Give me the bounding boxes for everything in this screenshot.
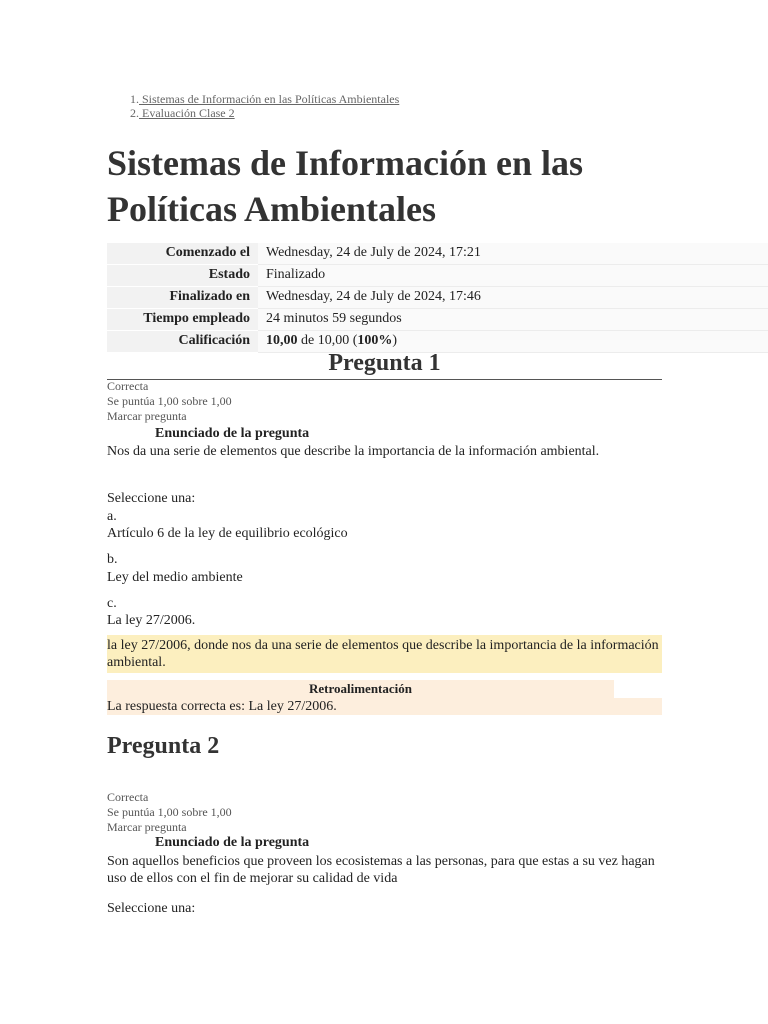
- question-state: Correcta: [107, 379, 149, 393]
- question-grade: Se puntúa 1,00 sobre 1,00: [107, 394, 232, 408]
- breadcrumb-number: 1.: [130, 92, 139, 106]
- attempt-summary-table: [107, 243, 768, 353]
- question-1-title: Pregunta 1: [107, 348, 662, 380]
- summary-label: Comenzado el: [107, 243, 258, 265]
- grade-score: 10,00: [266, 333, 298, 348]
- breadcrumb-item: [130, 92, 399, 106]
- feedback-heading: Retroalimentación: [107, 680, 614, 698]
- question-statement-label: Enunciado de la pregunta: [155, 835, 310, 850]
- grade-percent: 100%: [357, 333, 393, 348]
- breadcrumb-link-course[interactable]: Sistemas de Información en las Políticas Ambientales: [139, 92, 400, 106]
- question-statement-label: Enunciado de la pregunta: [155, 426, 310, 441]
- breadcrumb-number: 2.: [130, 106, 139, 120]
- option-a-text[interactable]: Artículo 6 de la ley de equilibrio ecológico: [107, 526, 348, 541]
- right-answer: La respuesta correcta es: La ley 27/2006.: [107, 698, 662, 715]
- option-b-text[interactable]: Ley del medio ambiente: [107, 570, 243, 585]
- question-1-text: Nos da una serie de elementos que describe la importancia de la información ambiental.: [107, 444, 600, 459]
- question-2-info: [107, 790, 232, 835]
- breadcrumb-item: [130, 106, 399, 120]
- breadcrumb-link-evaluation[interactable]: Evaluación Clase 2: [139, 106, 235, 120]
- specific-feedback: la ley 27/2006, donde nos da una serie de elementos que describe la importancia de la información ambiental.: [107, 635, 662, 673]
- flag-question-link[interactable]: Marcar pregunta: [107, 820, 187, 834]
- question-2-text: Son aquellos beneficios que proveen los ecosistemas a las personas, para que estas a su vez hagan uso de ellos con el fin de mejorar su calidad de vida: [107, 854, 655, 886]
- grade-close: ): [392, 333, 398, 348]
- table-row: [107, 309, 768, 331]
- table-row: [107, 243, 768, 265]
- flag-question-link[interactable]: Marcar pregunta: [107, 409, 187, 423]
- summary-value: Wednesday, 24 de July de 2024, 17:21: [258, 243, 768, 265]
- summary-label: Estado: [107, 265, 258, 287]
- option-c-text[interactable]: La ley 27/2006.: [107, 613, 196, 628]
- option-letter: c.: [107, 596, 117, 611]
- summary-value: Wednesday, 24 de July de 2024, 17:46: [258, 287, 768, 309]
- table-row: [107, 287, 768, 309]
- summary-label: Tiempo empleado: [107, 309, 258, 331]
- select-one-prompt: Seleccione una:: [107, 901, 196, 916]
- question-state: Correcta: [107, 790, 149, 804]
- summary-label: Calificación: [107, 331, 258, 353]
- option-letter: a.: [107, 509, 117, 524]
- summary-value: 24 minutos 59 segundos: [258, 309, 768, 331]
- page-title: Sistemas de Información en las Políticas Ambientales: [107, 143, 583, 229]
- option-letter: b.: [107, 552, 118, 567]
- table-row: [107, 265, 768, 287]
- select-one-prompt: Seleccione una:: [107, 491, 196, 506]
- question-grade: Se puntúa 1,00 sobre 1,00: [107, 805, 232, 819]
- grade-max: de 10,00 (: [297, 333, 358, 348]
- summary-value: Finalizado: [258, 265, 768, 287]
- breadcrumb: [130, 92, 399, 120]
- summary-label: Finalizado en: [107, 287, 258, 309]
- question-1-info: [107, 379, 232, 424]
- question-2-title: Pregunta 2: [107, 733, 220, 759]
